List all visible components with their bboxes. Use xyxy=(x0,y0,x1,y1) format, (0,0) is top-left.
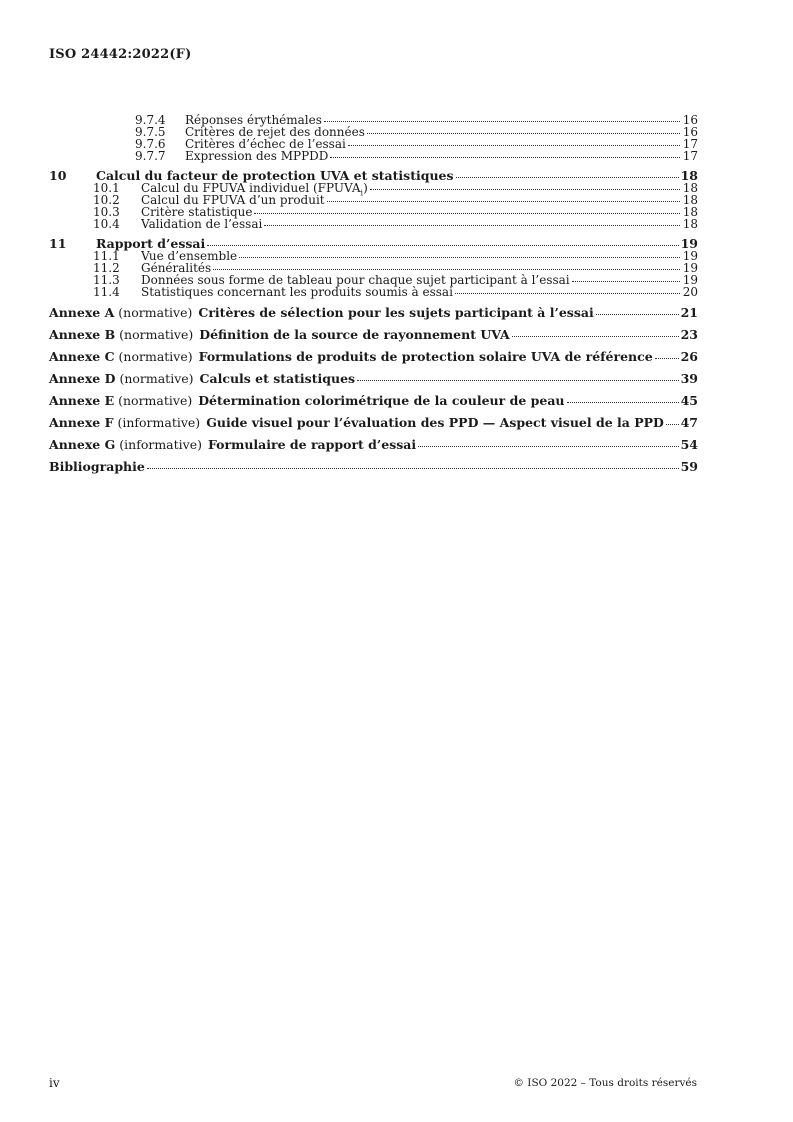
leader-dots xyxy=(324,121,680,122)
toc-annex-g[interactable] xyxy=(49,438,698,452)
toc-title: Calcul du facteur de protection UVA et statistiques xyxy=(96,168,454,183)
toc-page: 18 xyxy=(682,181,698,195)
annex-name: Annexe D xyxy=(49,371,116,386)
leader-dots xyxy=(455,293,680,294)
copyright: © ISO 2022 – Tous droits réservés xyxy=(513,1077,697,1089)
annex-kind: (normative) xyxy=(118,393,193,408)
annex-kind: (normative) xyxy=(118,349,193,364)
leader-dots xyxy=(147,468,679,469)
toc-page: 54 xyxy=(680,437,698,452)
toc-page: 17 xyxy=(682,149,698,163)
leader-dots xyxy=(357,380,679,381)
leader-dots xyxy=(330,157,680,158)
leader-dots xyxy=(213,269,680,270)
annex-name: Annexe F xyxy=(49,415,114,430)
toc-page: 21 xyxy=(680,305,698,320)
annex-title: Critères de sélection pour les sujets participant à l’essai xyxy=(198,305,594,320)
toc-title: Rapport d’essai xyxy=(96,236,206,251)
table-of-contents xyxy=(49,114,698,474)
toc-number: 11.1 xyxy=(93,249,120,263)
toc-title: Critères de rejet des données xyxy=(185,125,365,139)
annex-name: Annexe A xyxy=(49,305,115,320)
leader-dots xyxy=(572,281,680,282)
annex-name: Annexe C xyxy=(49,349,115,364)
toc-number: 9.7.5 xyxy=(135,125,166,139)
toc-page: 18 xyxy=(682,205,698,219)
leader-dots xyxy=(367,133,680,134)
toc-title: Statistiques concernant les produits soumis à essai xyxy=(141,285,453,299)
toc-title: Critères d’échec de l’essai xyxy=(185,137,346,151)
toc-number: 10.1 xyxy=(93,181,120,195)
leader-dots xyxy=(327,201,680,202)
toc-title: Calcul du FPUVA individuel $(FPUVA_i)$ xyxy=(141,181,368,198)
toc-page: 17 xyxy=(682,137,698,151)
toc-annex-c[interactable] xyxy=(49,350,698,364)
toc-annex-f[interactable] xyxy=(49,416,698,430)
toc-number: 10 xyxy=(49,168,67,183)
toc-page: 45 xyxy=(680,393,698,408)
document-id: ISO 24442:2022(F) xyxy=(49,47,192,62)
toc-page: 20 xyxy=(682,285,698,299)
leader-dots xyxy=(655,358,679,359)
leader-dots xyxy=(418,446,678,447)
toc-number: 10.2 xyxy=(93,193,120,207)
toc-annex-a[interactable] xyxy=(49,306,698,320)
toc-number: 9.7.7 xyxy=(135,149,166,163)
toc-page: 39 xyxy=(680,371,698,386)
annex-kind: (normative) xyxy=(119,327,194,342)
toc-number: 11 xyxy=(49,236,67,251)
toc-title: Validation de l’essai xyxy=(141,217,263,231)
toc-page: 18 xyxy=(680,168,698,183)
toc-number: 9.7.4 xyxy=(135,113,166,127)
leader-dots xyxy=(370,189,680,190)
toc-page: 19 xyxy=(680,236,698,251)
annex-title: Calculs et statistiques xyxy=(199,371,356,386)
toc-page: 59 xyxy=(680,459,698,474)
toc-title: Expression des MPPDD xyxy=(185,149,329,163)
leader-dots xyxy=(254,213,680,214)
leader-dots xyxy=(567,402,679,403)
toc-annex-d[interactable] xyxy=(49,372,698,386)
toc-bibliography[interactable] xyxy=(49,460,698,474)
page-number: iv xyxy=(49,1076,60,1090)
toc-title: Données sous forme de tableau pour chaque sujet participant à l’essai xyxy=(141,273,570,287)
toc-number: 10.3 xyxy=(93,205,120,219)
annex-kind: (informative) xyxy=(119,437,202,452)
annex-kind: (normative) xyxy=(119,371,194,386)
leader-dots xyxy=(456,177,679,178)
leader-dots xyxy=(348,145,680,146)
toc-title: Réponses érythémales xyxy=(185,113,322,127)
toc-page: 16 xyxy=(682,113,698,127)
toc-number: 11.2 xyxy=(93,261,120,275)
toc-title: Généralités xyxy=(141,261,212,275)
toc-title: Vue d’ensemble xyxy=(141,249,238,263)
leader-dots xyxy=(512,336,679,337)
annex-title: Formulations de produits de protection solaire UVA de référence xyxy=(198,349,653,364)
toc-entry-11-4[interactable] xyxy=(49,286,698,298)
toc-entry-9-7-7[interactable] xyxy=(49,150,698,162)
annex-name: Annexe B xyxy=(49,327,116,342)
toc-page: 19 xyxy=(682,249,698,263)
toc-page: 18 xyxy=(682,217,698,231)
toc-title: Calcul du FPUVA d’un produit xyxy=(141,193,325,207)
annex-kind: (normative) xyxy=(118,305,193,320)
leader-dots xyxy=(666,424,679,425)
leader-dots xyxy=(264,225,680,226)
toc-page: 16 xyxy=(682,125,698,139)
toc-page: 47 xyxy=(680,415,698,430)
toc-number: 11.4 xyxy=(93,285,120,299)
toc-annex-e[interactable] xyxy=(49,394,698,408)
toc-number: 10.4 xyxy=(93,217,120,231)
annex-kind: (informative) xyxy=(117,415,201,430)
bibliography-title: Bibliographie xyxy=(49,459,145,474)
toc-page: 19 xyxy=(682,273,698,287)
annex-title: Formulaire de rapport d’essai xyxy=(207,437,417,452)
annex-title: Détermination colorimétrique de la couleur de peau xyxy=(198,393,565,408)
annex-title: Définition de la source de rayonnement UVA xyxy=(199,327,510,342)
toc-annex-b[interactable] xyxy=(49,328,698,342)
toc-page: 23 xyxy=(680,327,698,342)
leader-dots xyxy=(239,257,680,258)
toc-number: 11.3 xyxy=(93,273,120,287)
toc-number: 9.7.6 xyxy=(135,137,166,151)
leader-dots xyxy=(596,314,679,315)
annex-name: Annexe G xyxy=(49,437,116,452)
leader-dots xyxy=(207,245,678,246)
toc-entry-10-4[interactable] xyxy=(49,218,698,230)
toc-page: 26 xyxy=(680,349,698,364)
toc-page: 19 xyxy=(682,261,698,275)
toc-page: 18 xyxy=(682,193,698,207)
annex-title: Guide visuel pour l’évaluation des PPD — Aspect visuel de la PPD xyxy=(206,415,664,430)
annex-name: Annexe E xyxy=(49,393,115,408)
toc-title: Critère statistique xyxy=(141,205,253,219)
